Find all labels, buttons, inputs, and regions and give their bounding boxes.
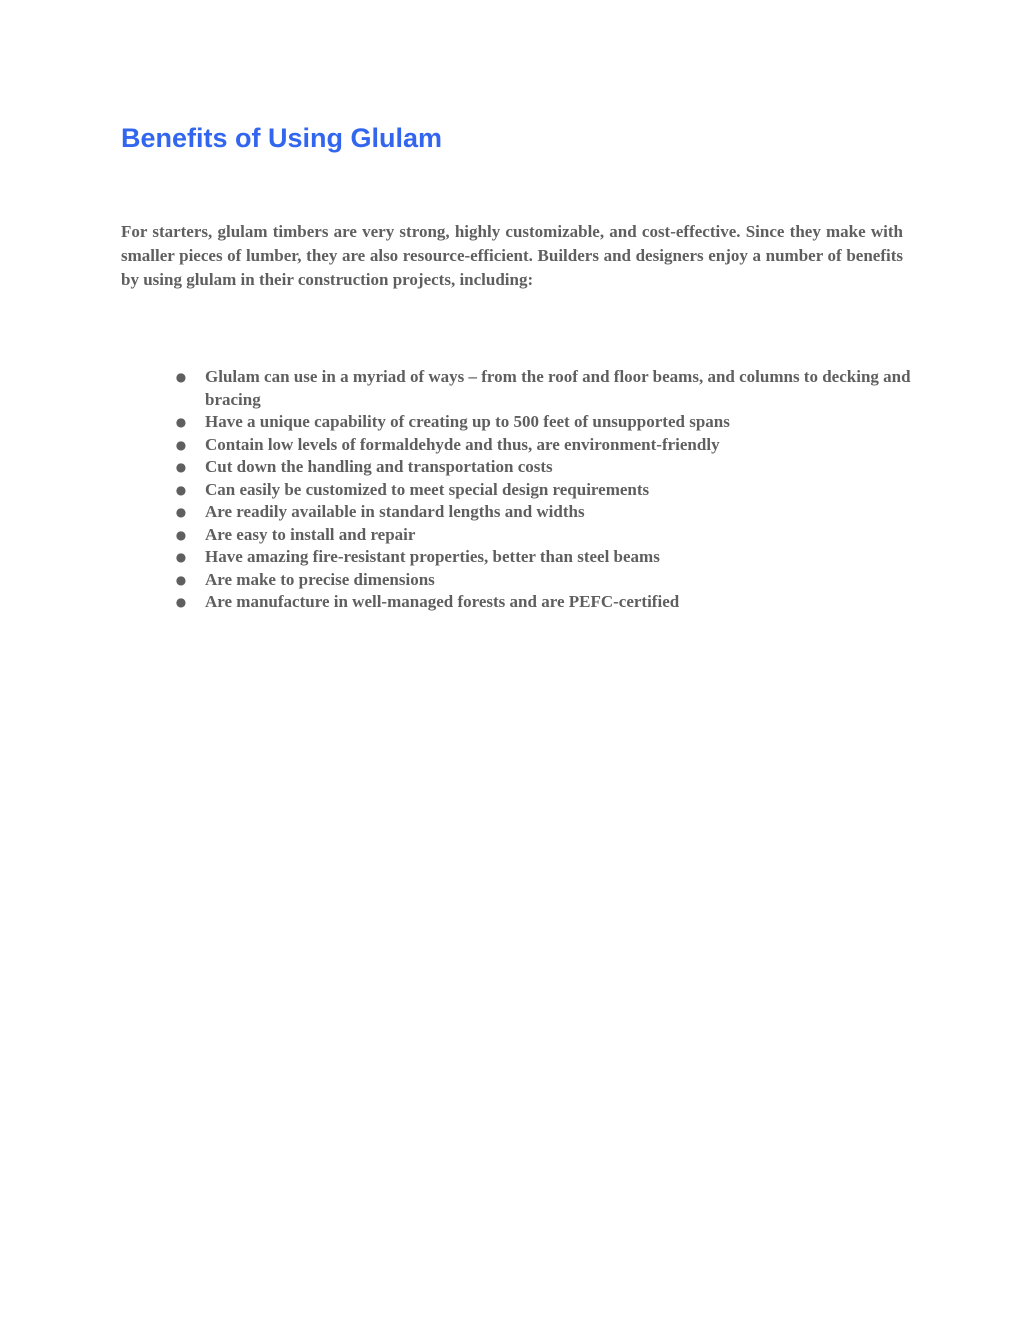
list-item: [121, 569, 911, 592]
bullet-icon: ●: [175, 572, 187, 587]
page-title: Benefits of Using Glulam: [121, 123, 443, 153]
bullet-icon: ●: [175, 437, 187, 452]
list-item: [121, 434, 911, 457]
list-item: [121, 546, 911, 569]
bullet-icon: ●: [175, 550, 187, 564]
bullet-icon: ●: [175, 415, 187, 429]
list-item: [121, 524, 911, 547]
list-item: [121, 591, 911, 614]
bullet-icon: ●: [175, 527, 187, 542]
list-item: [121, 366, 911, 411]
list-item: [121, 501, 911, 524]
benefits-list: [121, 366, 911, 614]
list-item-text: Are make to precise dimensions: [205, 569, 435, 589]
list-item-text: Glulam can use in a myriad of ways – from the roof and floor beams, and columns to decking and bracing: [205, 367, 911, 409]
bullet-icon: ●: [175, 482, 187, 497]
bullet-icon: ●: [175, 595, 187, 609]
list-item-text: Have amazing fire-resistant properties, better than steel beams: [205, 547, 660, 566]
bullet-icon: ●: [175, 460, 187, 474]
list-item-text: Have a unique capability of creating up to 500 feet of unsupported spans: [205, 412, 730, 431]
list-item-text: Contain low levels of formaldehyde and thus, are environment-friendly: [205, 434, 720, 454]
list-item-text: Are easy to install and repair: [205, 524, 416, 544]
list-item: [121, 411, 911, 434]
list-item-text: Are manufacture in well-managed forests and are PEFC-certified: [205, 592, 680, 611]
list-item: [121, 456, 911, 479]
list-item-text: Can easily be customized to meet special design requirements: [205, 479, 650, 499]
intro-paragraph: For starters, glulam timbers are very strong, highly customizable, and cost-effective. Since they make with smaller pieces of lumber, they are also resource-efficient. Builders and designers enjoy a number of benefits by using glulam in their construction projects, including:: [121, 222, 903, 289]
bullet-icon: ●: [175, 505, 187, 519]
list-item-text: Cut down the handling and transportation costs: [205, 457, 553, 476]
bullet-icon: ●: [175, 370, 187, 384]
list-item: [121, 479, 911, 502]
list-item-text: Are readily available in standard lengths and widths: [205, 502, 585, 521]
